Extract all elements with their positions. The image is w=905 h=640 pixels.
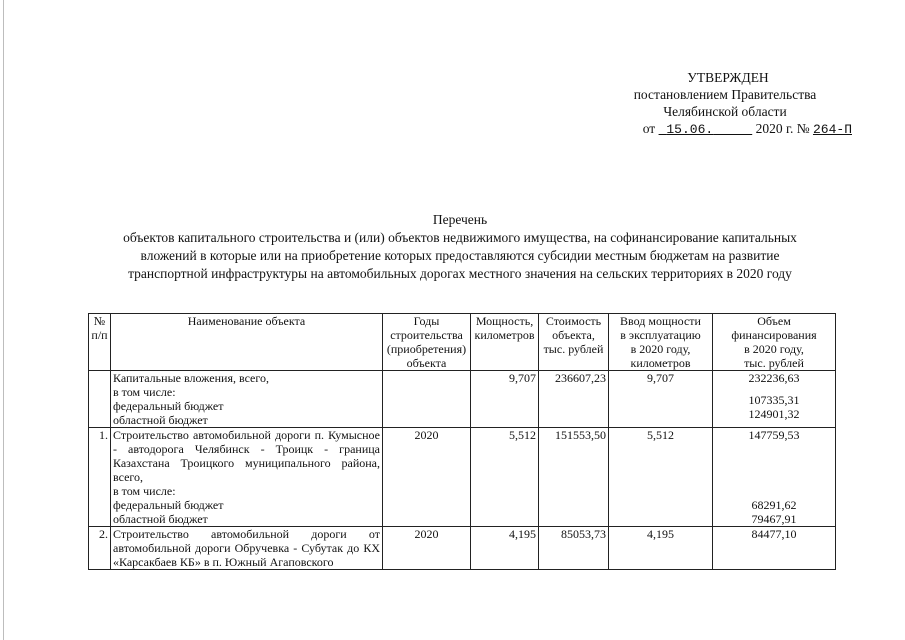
row-1-regional-label: областной бюджет (113, 512, 208, 526)
total-capacity: 9,707 (471, 371, 539, 428)
row-1-federal-label: федеральный бюджет (113, 498, 224, 512)
header-cost: Стоимость объекта, тыс. рублей (539, 314, 609, 371)
heading-title: Перечень (432, 212, 488, 227)
row-1-num: 1. (89, 428, 111, 527)
document-heading (60, 211, 860, 283)
header-commission: Ввод мощности в эксплуатацию в 2020 году, километров (609, 314, 713, 371)
scan-edge-line (3, 0, 4, 640)
row-2-capacity: 4,195 (471, 527, 539, 570)
table-row (89, 428, 836, 527)
row-1-financing-federal: 68291,62 (751, 498, 797, 512)
total-years (383, 371, 471, 428)
row-1-name (111, 428, 383, 527)
row-1-financing (713, 428, 836, 527)
heading-line-3: транспортной инфраструктуры на автомобильных дорогах местного значения на сельских территориях в 2020 году (128, 266, 792, 281)
header-num: № п/п (89, 314, 111, 371)
total-name (111, 371, 383, 428)
header-name: Наименование объекта (111, 314, 383, 371)
approval-date: 15.06. (666, 122, 714, 137)
objects-table (88, 313, 836, 570)
total-financing-regional: 124901,32 (748, 407, 800, 421)
header-financing: Объем финансирования в 2020 году, тыс. рублей (713, 314, 836, 371)
row-1-object-name: Строительство автомобильной дороги п. Кумысное - автодорога Челябинск - Троицк - граница Казахстана Троицкого муниципального района, всего, (113, 428, 380, 484)
header-capacity: Мощность, километров (471, 314, 539, 371)
table-row-total (89, 371, 836, 428)
row-2-cost: 85053,73 (539, 527, 609, 570)
row-1-financing-regional: 79467,91 (751, 512, 797, 526)
approval-title: УТВЕРЖДЕН (687, 70, 769, 85)
total-financing (713, 371, 836, 428)
total-incl: в том числе: (113, 385, 176, 399)
total-financing-federal: 107335,31 (748, 393, 800, 407)
row-1-cost: 151553,50 (539, 428, 609, 527)
total-label: Капитальные вложения, всего, (113, 371, 269, 385)
total-num (89, 371, 111, 428)
heading-line-2: вложений в которые или на приобретение которых предоставляются субсидии местным бюджетам на развитие (140, 248, 780, 263)
row-1-commission: 5,512 (609, 428, 713, 527)
row-2-commission: 4,195 (609, 527, 713, 570)
total-commission: 9,707 (609, 371, 713, 428)
approval-number: 264-П (812, 122, 852, 137)
header-years: Годы строительства (приобретения) объекта (383, 314, 471, 371)
total-financing-value: 232236,63 (748, 371, 800, 385)
row-1-years: 2020 (383, 428, 471, 527)
approval-line-2: Челябинской области (663, 104, 787, 119)
row-2-financing: 84477,10 (713, 527, 836, 570)
row-2-name (111, 527, 383, 570)
approval-date-line (560, 120, 890, 138)
row-1-financing-value: 147759,53 (748, 428, 800, 442)
table-header-row (89, 314, 836, 371)
heading-line-1: объектов капитального строительства и (или) объектов недвижимого имущества, на софинансирование капитальных (123, 230, 797, 245)
date-prefix: от (642, 121, 656, 136)
row-1-capacity: 5,512 (471, 428, 539, 527)
approval-stamp (560, 69, 890, 138)
row-2-years: 2020 (383, 527, 471, 570)
table-row (89, 527, 836, 570)
row-2-object-name: Строительство автомобильной дороги от автомобильной дороги Обручевка - Субутак до КХ «Карсакбаев КБ» в п. Южный Агаповского (113, 527, 380, 569)
row-1-incl: в том числе: (113, 484, 176, 498)
approval-line-1: постановлением Правительства (633, 87, 817, 102)
total-regional-label: областной бюджет (113, 413, 208, 427)
row-2-num: 2. (89, 527, 111, 570)
total-cost: 236607,23 (539, 371, 609, 428)
approval-year: 2020 г. № (755, 121, 810, 136)
total-federal-label: федеральный бюджет (113, 399, 224, 413)
